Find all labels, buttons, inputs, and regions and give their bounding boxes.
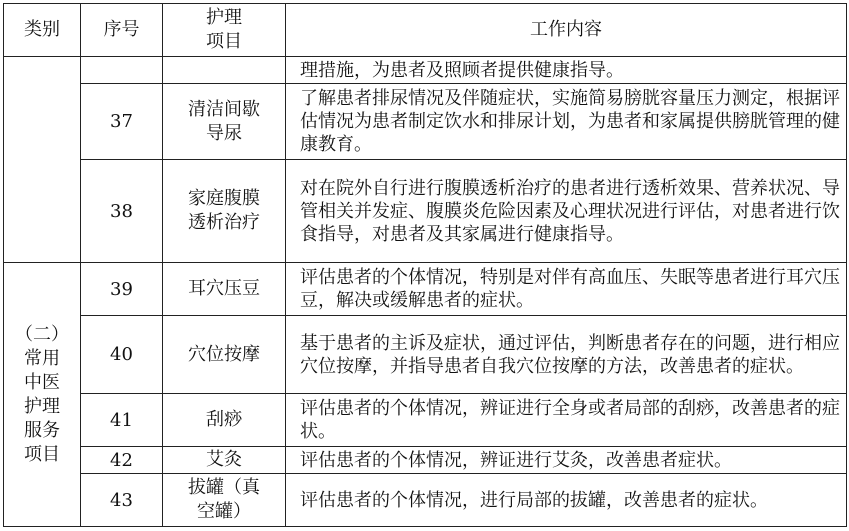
- nursing-services-table: [3, 3, 847, 527]
- row-content: 了解患者排尿情况及伴随症状，实施简易膀胱容量压力测定，根据评估情况为患者制定饮水和排尿计划，为患者和家属提供膀胱管理的健康教育。: [286, 84, 847, 160]
- row-number: 43: [81, 474, 163, 527]
- header-number: 序号: [81, 4, 163, 57]
- row-item: 穴位按摩: [163, 316, 286, 394]
- row-number: 40: [81, 316, 163, 394]
- row-content: 对在院外自行进行腹膜透析治疗的患者进行透析效果、营养状况、导管相关并发症、腹膜炎危险因素及心理状况进行评估，对患者进行饮食指导，对患者及其家属进行健康指导。: [286, 160, 847, 263]
- row-content: 理措施，为患者及照顾者提供健康指导。: [286, 57, 847, 84]
- row-content: 评估患者的个体情况，进行局部的拔罐，改善患者的症状。: [286, 474, 847, 527]
- table-row: [4, 394, 847, 447]
- header-category: 类别: [4, 4, 81, 57]
- row-content: 评估患者的个体情况，辨证进行艾灸，改善患者症状。: [286, 447, 847, 474]
- category-cell-tcm: （二） 常用 中医 护理 服务 项目: [4, 263, 81, 527]
- row-item: 家庭腹膜 透析治疗: [163, 160, 286, 263]
- row-content: 评估患者的个体情况，特别是对伴有高血压、失眠等患者进行耳穴压豆，解决或缓解患者的症状。: [286, 263, 847, 316]
- row-number: 38: [81, 160, 163, 263]
- row-number: 39: [81, 263, 163, 316]
- row-number: 37: [81, 84, 163, 160]
- category-cell-continued: [4, 57, 81, 263]
- row-number: 42: [81, 447, 163, 474]
- row-number: 41: [81, 394, 163, 447]
- header-content: 工作内容: [286, 4, 847, 57]
- row-item: 艾灸: [163, 447, 286, 474]
- table-row: [4, 263, 847, 316]
- row-content: 评估患者的个体情况，辨证进行全身或者局部的刮痧，改善患者的症状。: [286, 394, 847, 447]
- table-row: [4, 447, 847, 474]
- row-item: 耳穴压豆: [163, 263, 286, 316]
- row-item: 拔罐（真 空罐）: [163, 474, 286, 527]
- row-item: [163, 57, 286, 84]
- row-content: 基于患者的主诉及症状，通过评估，判断患者存在的问题，进行相应穴位按摩，并指导患者自我穴位按摩的方法，改善患者的症状。: [286, 316, 847, 394]
- table-row: [4, 57, 847, 84]
- table-row: [4, 474, 847, 527]
- row-item: 刮痧: [163, 394, 286, 447]
- table-row: [4, 160, 847, 263]
- table-header-row: [4, 4, 847, 57]
- header-item: 护理 项目: [163, 4, 286, 57]
- table-row: [4, 84, 847, 160]
- row-item: 清洁间歇 导尿: [163, 84, 286, 160]
- row-number: [81, 57, 163, 84]
- table-row: [4, 316, 847, 394]
